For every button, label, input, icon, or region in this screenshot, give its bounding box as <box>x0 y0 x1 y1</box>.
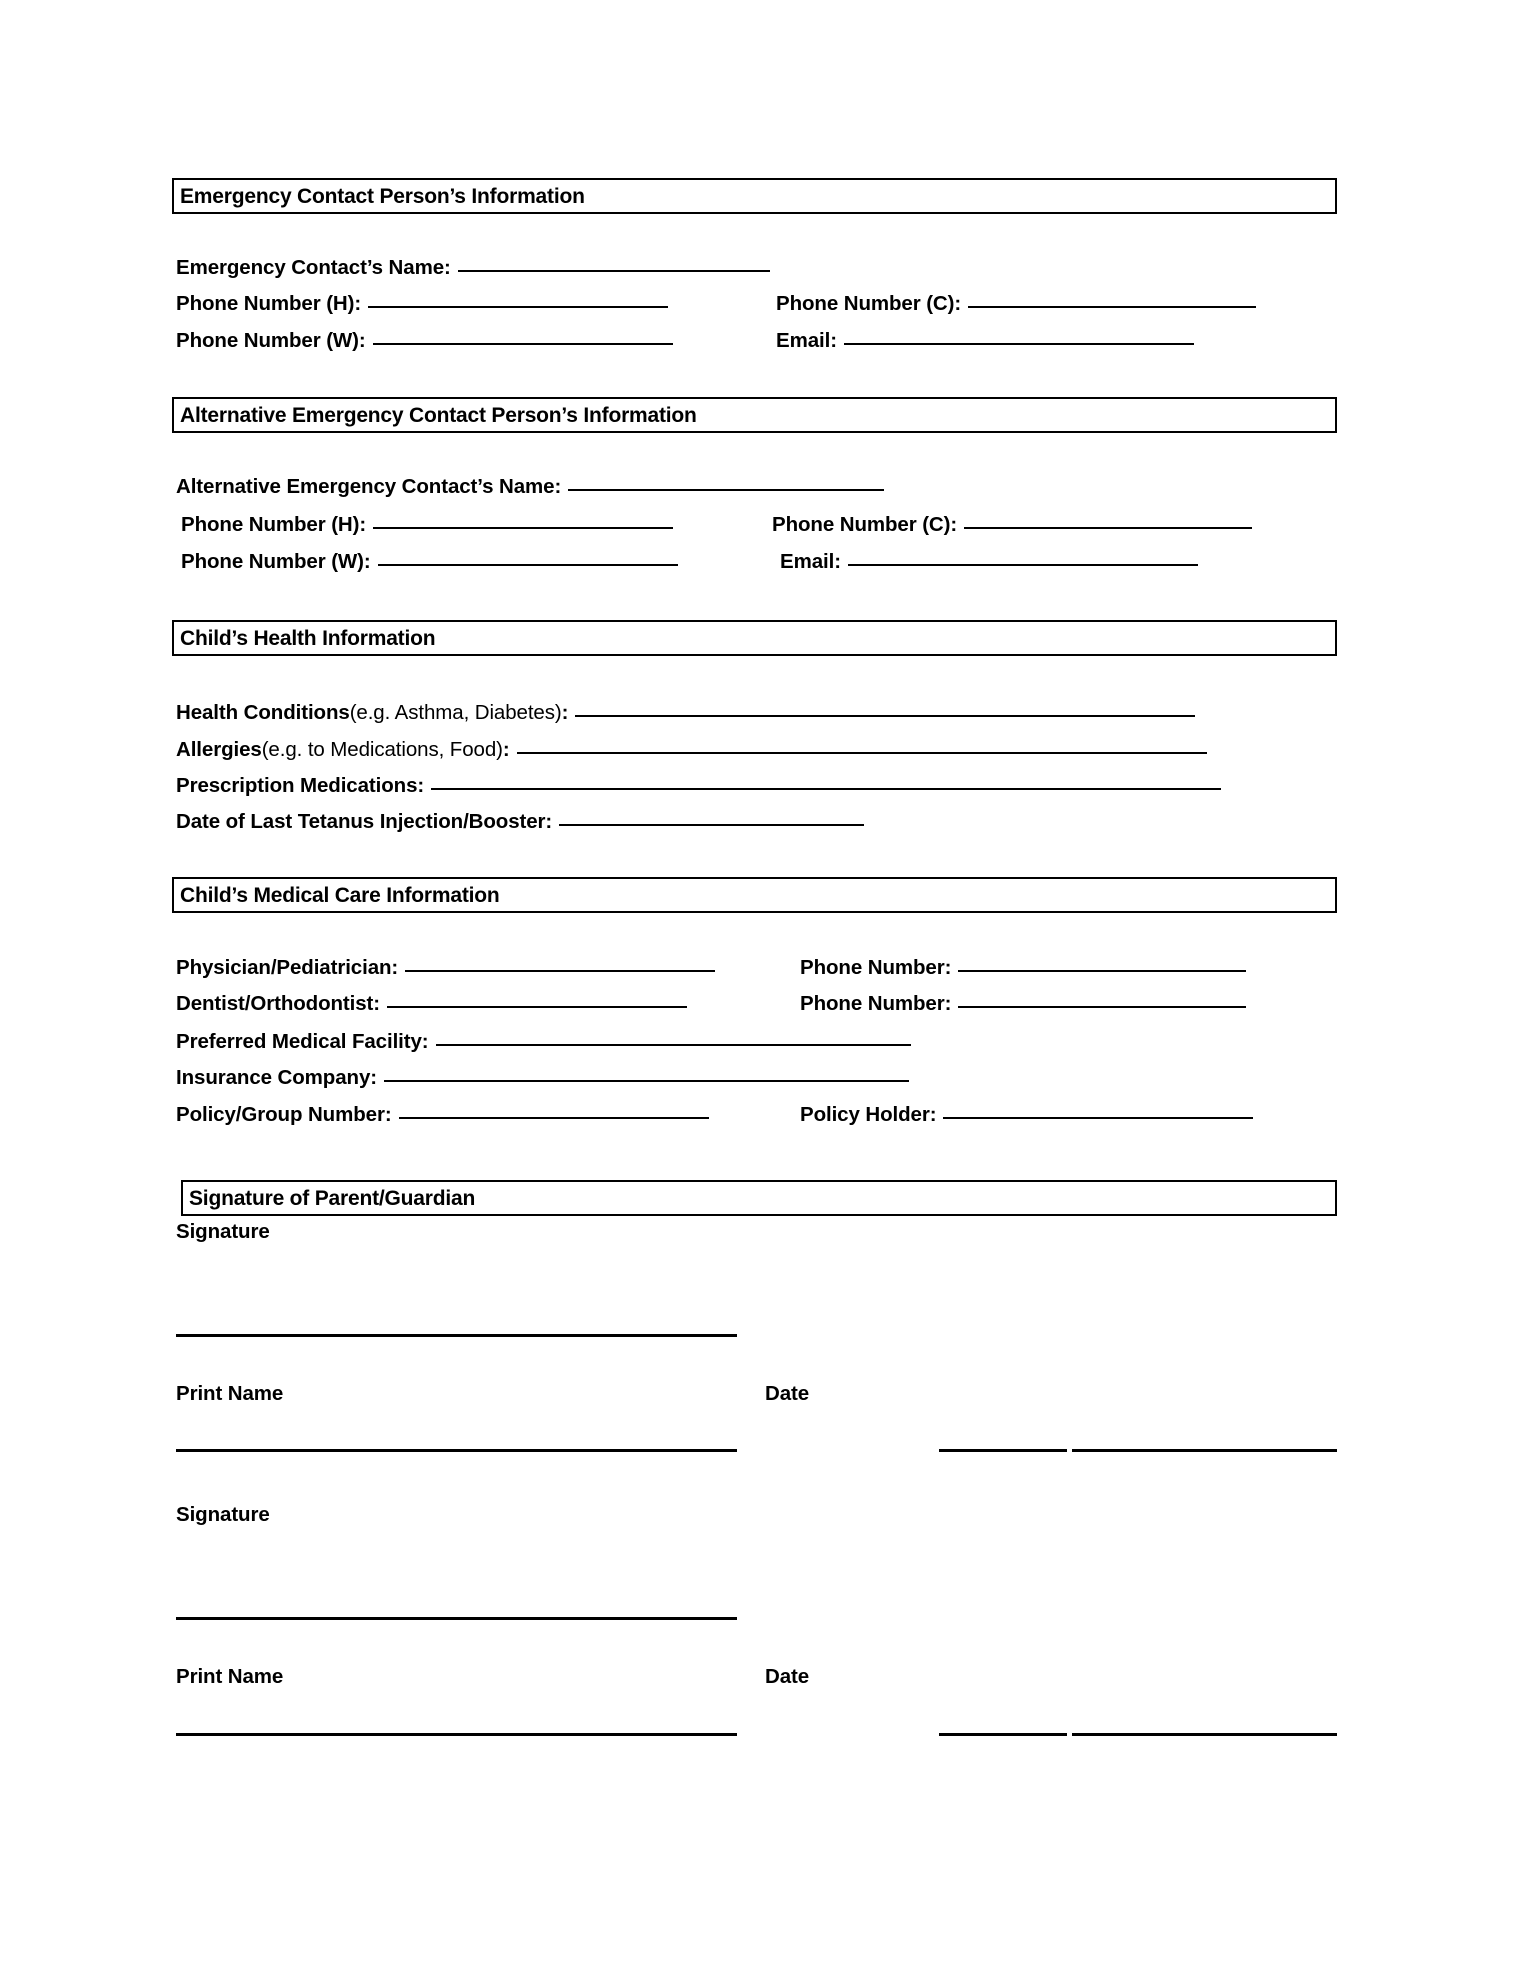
field-label-bold: Allergies <box>176 738 262 761</box>
field-label: Phone Number (C): <box>772 513 958 536</box>
field-emergency-email <box>776 331 1194 352</box>
date-line-2-left[interactable] <box>939 1733 1067 1736</box>
date-line-1-right[interactable] <box>1072 1449 1337 1452</box>
field-prescription-medications <box>176 776 1221 797</box>
fill-in-line[interactable] <box>431 788 1221 790</box>
print-name-line-1[interactable] <box>176 1449 737 1452</box>
field-label: Dentist/Orthodontist: <box>176 992 381 1015</box>
section-header-label: Alternative Emergency Contact Person’s Information <box>180 403 697 427</box>
field-label: Email: <box>780 550 841 573</box>
field-label: Preferred Medical Facility: <box>176 1030 429 1053</box>
field-preferred-medical-facility <box>176 1032 911 1053</box>
field-label: Phone Number (H): <box>181 513 367 536</box>
field-tetanus-date <box>176 812 864 833</box>
section-header-label: Child’s Health Information <box>180 626 436 650</box>
fill-in-line[interactable] <box>848 564 1198 566</box>
fill-in-line[interactable] <box>568 489 884 491</box>
fill-in-line[interactable] <box>575 715 1195 717</box>
field-alternative-email <box>780 552 1198 573</box>
fill-in-line[interactable] <box>458 270 770 272</box>
form-sheet <box>172 0 1360 1980</box>
field-policy-holder <box>800 1105 1253 1126</box>
section-header-child-health <box>172 620 1337 656</box>
print-name-line-2[interactable] <box>176 1733 737 1736</box>
field-label: Insurance Company: <box>176 1066 377 1089</box>
field-health-conditions <box>176 703 1195 724</box>
field-label: Email: <box>776 329 837 352</box>
fill-in-line[interactable] <box>378 564 678 566</box>
field-label: Policy/Group Number: <box>176 1103 392 1126</box>
field-label-colon: : <box>502 738 510 761</box>
signature-line-1[interactable] <box>176 1334 737 1337</box>
date-label-1: Date <box>765 1382 810 1405</box>
field-dentist <box>176 994 687 1015</box>
field-alternative-contact-name <box>176 477 884 498</box>
field-label: Policy Holder: <box>800 1103 937 1126</box>
field-policy-group-number <box>176 1105 709 1126</box>
fill-in-line[interactable] <box>387 1006 687 1008</box>
field-alternative-phone-home <box>181 515 673 536</box>
field-label: Phone Number (W): <box>181 550 371 573</box>
field-label: Phone Number (W): <box>176 329 366 352</box>
section-header-child-medical-care <box>172 877 1337 913</box>
field-physician-phone <box>800 958 1246 979</box>
signature-label-1: Signature <box>176 1220 270 1243</box>
field-label: Alternative Emergency Contact’s Name: <box>176 475 562 498</box>
field-label: Physician/Pediatrician: <box>176 956 399 979</box>
section-header-signature-parent-guardian <box>181 1180 1337 1216</box>
section-header-label: Signature of Parent/Guardian <box>189 1186 476 1210</box>
field-label-example: (e.g. Asthma, Diabetes) <box>349 701 562 724</box>
field-dentist-phone <box>800 994 1246 1015</box>
section-header-label: Child’s Medical Care Information <box>180 883 500 907</box>
field-label: Phone Number: <box>800 992 952 1015</box>
field-allergies <box>176 740 1207 761</box>
field-label: Emergency Contact’s Name: <box>176 256 451 279</box>
field-label: Date of Last Tetanus Injection/Booster: <box>176 810 553 833</box>
field-alternative-phone-cell <box>772 515 1252 536</box>
fill-in-line[interactable] <box>958 1006 1246 1008</box>
fill-in-line[interactable] <box>958 970 1246 972</box>
fill-in-line[interactable] <box>517 752 1207 754</box>
print-name-label-2: Print Name <box>176 1665 284 1688</box>
section-header-emergency-contact <box>172 178 1337 214</box>
field-emergency-contact-name <box>176 258 770 279</box>
signature-label-2: Signature <box>176 1503 270 1526</box>
fill-in-line[interactable] <box>844 343 1194 345</box>
field-emergency-phone-home <box>176 294 668 315</box>
section-header-alternative-emergency-contact <box>172 397 1337 433</box>
field-label: Prescription Medications: <box>176 774 425 797</box>
fill-in-line[interactable] <box>405 970 715 972</box>
date-line-2-right[interactable] <box>1072 1733 1337 1736</box>
field-label-example: (e.g. to Medications, Food) <box>261 738 503 761</box>
field-emergency-phone-cell <box>776 294 1256 315</box>
field-physician <box>176 958 715 979</box>
print-name-label-1: Print Name <box>176 1382 284 1405</box>
field-emergency-phone-work <box>176 331 673 352</box>
fill-in-line[interactable] <box>373 343 673 345</box>
date-label-2: Date <box>765 1665 810 1688</box>
field-label: Phone Number (C): <box>776 292 962 315</box>
field-insurance-company <box>176 1068 909 1089</box>
fill-in-line[interactable] <box>943 1117 1253 1119</box>
fill-in-line[interactable] <box>968 306 1256 308</box>
fill-in-line[interactable] <box>384 1080 909 1082</box>
section-header-label: Emergency Contact Person’s Information <box>180 184 585 208</box>
date-line-1-left[interactable] <box>939 1449 1067 1452</box>
fill-in-line[interactable] <box>373 527 673 529</box>
field-alternative-phone-work <box>181 552 678 573</box>
fill-in-line[interactable] <box>964 527 1252 529</box>
fill-in-line[interactable] <box>368 306 668 308</box>
signature-line-2[interactable] <box>176 1617 737 1620</box>
fill-in-line[interactable] <box>399 1117 709 1119</box>
field-label: Phone Number: <box>800 956 952 979</box>
field-label: Phone Number (H): <box>176 292 362 315</box>
fill-in-line[interactable] <box>436 1044 911 1046</box>
field-label-bold: Health Conditions <box>176 701 350 724</box>
fill-in-line[interactable] <box>559 824 864 826</box>
field-label-colon: : <box>561 701 569 724</box>
